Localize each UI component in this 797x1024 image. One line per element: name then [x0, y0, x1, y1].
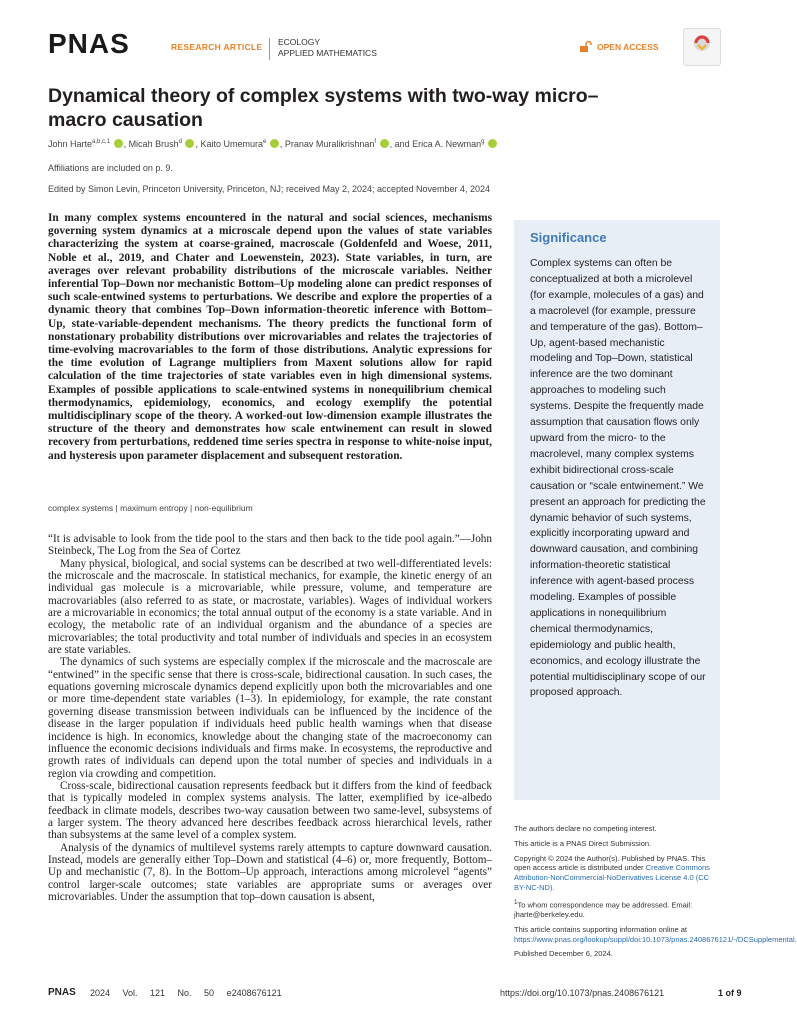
topic-item[interactable]: APPLIED MATHEMATICS	[278, 48, 377, 58]
orcid-icon[interactable]	[114, 139, 123, 148]
abstract: In many complex systems encountered in the natural and social sciences, mechanisms governing system dynamics at a microscale depend upon the values of state variables characterizing the system at coarse-grained, macroscale (Goldenfeld and Woese, 2011, Noble et al., 2019, and Chater and Loewenstein, 2023). State variables, in turn, are averages over relevant probability distributions of the microscale variables. Neither inferential Top–Down nor mechanistic Bottom–Up modeling alone can predict responses of such scale-entwined systems to perturbations. We describe and explore the properties of a dynamic theory that combines Top–Down information-theoretic inference with Bottom–Up, state-variable-dependent mechanisms. The theory predicts the functional form of nonstationary probability distributions over microvariables and relates the trajectories of time-evolving macrovariables to the form of those distributions. Analytic expressions for the time evolution of Lagrange multipliers from Maxent solutions allow for rapid calculation of the time trajectories of state variables even in high dimensional systems. Examples of possible applications to scale-entwined systems in nonequilibrium chemical thermodynamics, epidemiology, economics, and ecology exemplify the potential multidisciplinary scope of the theory. A worked-out low-dimension example illustrates the structure of the theory and demonstrates how scale entwinement can result in slowed recovery from perturbations, reddened time series spectra in response to white-noise input, and hysteresis upon parameter displacement and subsequent restoration.	[48, 212, 492, 462]
affiliation-sup: d	[178, 139, 182, 145]
topic-item[interactable]: ECOLOGY	[278, 37, 321, 47]
body-paragraph: Many physical, biological, and social systems can be described at two well-differentiated levels: the microscale and the macroscale. In statistical mechanics, for example, the kinetic energy of an individual gas molecule is a microvariable, while pressure, volume, and temperature are macrovariables (also referred to as state, or macrostate, variables). Wages of individual workers are a microvariable in economics; the total annual output of the economy is a state variable. And in ecology, the metabolic rate of an individual organism and the abundance of a species are microvariables; the total productivity and total number of individuals and species in an ecosystem are state variables.	[48, 557, 492, 657]
submission-note: This article is a PNAS Direct Submission.	[514, 838, 652, 848]
section-label: RESEARCH ARTICLE	[171, 42, 263, 52]
author-name[interactable]: , Kaito Umemura	[195, 139, 263, 149]
author-name[interactable]: , Pranav Muralikrishnan	[279, 139, 375, 149]
footer-citation: 2024 Vol. 121 No. 50 e2408676121	[90, 988, 282, 998]
orcid-icon[interactable]	[185, 139, 194, 148]
copyright-text: Copyright © 2024 the Author(s). Published by PNAS. This open access article is distributed under	[514, 853, 706, 873]
affiliation-sup: a,b,c,1	[92, 139, 111, 145]
author-list	[48, 139, 498, 149]
author-name[interactable]: , and Erica A. Newman	[389, 139, 482, 149]
correspondence-note	[514, 898, 720, 920]
body-paragraph: The dynamics of such systems are especially complex if the microscale and the macroscale are “entwined” in the specific sense that there is cross-scale, bidirectional causation. In such cases, the equations governing microscale dynamics depend explicitly upon both the microvariables and one or more time-dependent state variables (1–3). In epidemiology, for example, the rate constant governing disease transmission between individuals can be influenced by the incidence of the disease in the larger population if individuals heed public health warnings when that disease incidence is high. In economics, knowledge about the changing state of the macroeconomy can influence the economic decisions individuals and firms make. In ecosystems, the reproductive and growth rates of individuals can depend upon the total number of species and individuals in a region via crowding and competition.	[48, 656, 492, 780]
check-updates-icon	[684, 29, 720, 65]
topic-list	[278, 37, 377, 59]
supporting-note	[514, 924, 797, 945]
affiliation-sup: g	[481, 139, 485, 145]
keywords: complex systems | maximum entropy | non-equilibrium	[48, 503, 253, 513]
copyright-note	[514, 854, 720, 893]
article-notes	[514, 824, 797, 964]
article-title: Dynamical theory of complex systems with two-way micro–macro causation	[48, 85, 599, 131]
affiliations-note: Affiliations are included on p. 9.	[48, 163, 173, 173]
orcid-icon[interactable]	[380, 139, 389, 148]
main-body-text	[48, 533, 492, 903]
open-lock-icon	[580, 41, 592, 52]
epigraph: “It is advisable to look from the tide pool to the stars and then back to the tide pool again.”—John Steinbeck, The Log from the Sea of Cortez	[48, 533, 492, 558]
orcid-icon[interactable]	[488, 139, 497, 148]
body-paragraph: Cross-scale, bidirectional causation represents feedback but it differs from the kind of feedback that is typically modeled in complex systems analysis. The latter, exemplified by ice-albedo feedback in climate models, describes two-way causation between two same-level, subsystems of a larger system. The theory advanced here describes feedback across hierarchical levels, rather than subsystems at the same level of a complex system.	[48, 779, 492, 842]
competing-interest: The authors declare no competing interest.	[514, 824, 657, 833]
journal-logo[interactable]: PNAS	[48, 28, 130, 59]
header-divider	[269, 38, 270, 60]
significance-title: Significance	[530, 230, 607, 245]
author-name[interactable]: , Micah Brush	[123, 139, 179, 149]
open-access-label[interactable]: OPEN ACCESS	[597, 42, 659, 52]
significance-text: Complex systems can often be conceptualized at both a microlevel (for example, molecules of a gas) and a macrolevel (for example, pressure and temperature of the gas). Bottom–Up, agent-based mechanistic modeling and Top–Down, statistical inference are the two dominant approaches to modeling such systems. Despite the frequently made assumption that causation flows only upward from the micro- to the macrolevel, many complex systems exhibit bidirectional cross-scale causation or “scale entwinement.” We present an approach for predicting the dynamic behavior of such systems, explicitly incorporating upward and downward causation, and combining information-theoretic statistical inference with agent-based process modeling. Examples of possible applications in nonequilibrium chemical thermodynamics, epidemiology and public health, economics, and ecology illustrate the potential multidisciplinary scope of our proposed approach.	[530, 258, 706, 699]
author-name[interactable]: John Harte	[48, 139, 93, 149]
license-link[interactable]: Creative Commons Attribution-NonCommercial-NoDerivatives License 4.0 (CC BY-NC-ND).	[514, 863, 710, 892]
supporting-text: This article contains supporting information online at	[514, 924, 688, 934]
affiliation-sup: e	[262, 139, 267, 145]
check-for-updates-badge[interactable]	[683, 28, 721, 66]
footer-logo[interactable]: PNAS	[48, 987, 76, 998]
correspondence-sup: 1	[514, 898, 518, 906]
footer-doi-link[interactable]: https://doi.org/10.1073/pnas.2408676121	[500, 988, 665, 998]
page-number: 1 of 9	[718, 988, 742, 998]
orcid-icon[interactable]	[270, 139, 279, 148]
body-paragraph: Analysis of the dynamics of multilevel systems rarely attempts to capture downward causation. Instead, models are generally either Top–Down and statistical (4–6) or, more frequently, Bottom–Up and mechanistic (7, 8). In the Bottom–Up approach, interactions among microlevel “agents” control larger-scale outcomes; state variables are appropriate sums or averages over microvariables. Under the assumption that top–down causation is absent,	[48, 841, 492, 903]
correspondence-text: To whom correspondence may be addressed. Email: jharte@berkeley.edu.	[514, 900, 693, 920]
supplement-link[interactable]: https://www.pnas.org/lookup/suppl/doi:10.1073/pnas.2408676121/-/DCSupplemental.	[514, 934, 797, 944]
published-date: Published December 6, 2024.	[514, 949, 613, 959]
affiliation-sup: f	[374, 139, 377, 145]
editor-dates: Edited by Simon Levin, Princeton University, Princeton, NJ; received May 2, 2024; accepted November 4, 2024	[48, 184, 491, 194]
